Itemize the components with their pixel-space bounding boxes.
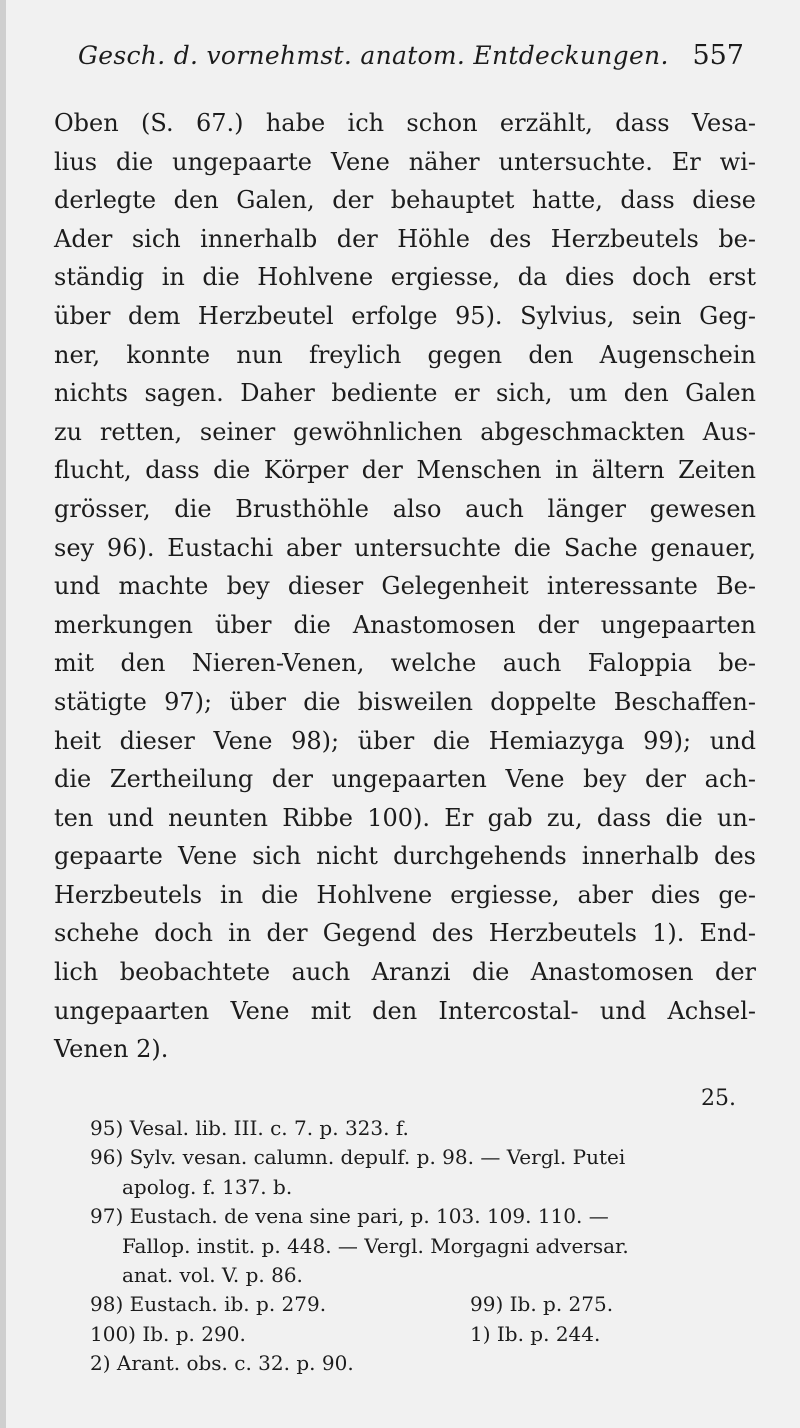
footnote-95: 95) Vesal. lib. III. c. 7. p. 323. f.: [90, 1116, 409, 1140]
text-line: und machte bey dieser Gelegenheit interessante Be-: [54, 572, 756, 601]
text-line: zu retten, seiner gewöhnlichen abgeschmackten Aus-: [54, 417, 756, 446]
text-line: ten und neunten Ribbe 100). Er gab zu, dass die un-: [54, 803, 756, 832]
catchword: 25.: [701, 1086, 736, 1111]
page-number: 557: [692, 40, 744, 71]
text-line: über dem Herzbeutel erfolge 95). Sylvius, sein Geg-: [54, 301, 756, 330]
text-line: lius die ungepaarte Vene näher untersuchte. Er wi-: [54, 147, 756, 176]
text-line: flucht, dass die Körper der Menschen in ältern Zeiten: [54, 456, 756, 485]
text-line: ner, konnte nun freylich gegen den Augenschein: [54, 340, 756, 369]
text-line: Ader sich innerhalb der Höhle des Herzbeutels be-: [54, 224, 756, 253]
text-line: lich beobachtete auch Aranzi die Anastomosen der: [54, 958, 756, 987]
text-line: derlegte den Galen, der behauptet hatte, dass diese: [54, 186, 756, 215]
footnote-99: 99) Ib. p. 275.: [470, 1292, 614, 1317]
footnote-100: 100) Ib. p. 290.: [90, 1321, 246, 1346]
running-header: [78, 40, 744, 80]
footnote-96-cont: apolog. f. 137. b.: [122, 1174, 293, 1199]
text-line: nichts sagen. Daher bediente er sich, um den Galen: [54, 379, 756, 408]
footnote-pair: [90, 1290, 766, 1319]
text-line: ständig in die Hohlvene ergiesse, da dies doch erst: [54, 263, 756, 292]
footnote-98: 98) Eustach. ib. p. 279.: [90, 1292, 327, 1317]
footnote-97-cont: anat. vol. V. p. 86.: [122, 1263, 303, 1288]
text-line: Oben (S. 67.) habe ich schon erzählt, dass Vesa-: [54, 109, 756, 137]
text-line: stätigte 97); über die bisweilen doppelte Beschaffen-: [54, 687, 756, 716]
text-line: die Zertheilung der ungepaarten Vene bey der ach-: [54, 765, 756, 794]
text-line: schehe doch in der Gegend des Herzbeutels 1). End-: [54, 919, 756, 948]
text-line: Herzbeutels in die Hohlvene ergiesse, aber dies ge-: [54, 880, 756, 909]
footnote-97-cont: Fallop. instit. p. 448. — Vergl. Morgagni adversar.: [122, 1233, 629, 1258]
footnote-1: 1) Ib. p. 244.: [470, 1321, 601, 1346]
running-title: Gesch. d. vornehmst. anatom. Entdeckungen.: [78, 41, 669, 70]
text-line: sey 96). Eustachi aber untersuchte die Sache genauer,: [54, 533, 756, 562]
body-text: [54, 104, 756, 1069]
footnote-pair: [90, 1320, 766, 1349]
text-line: grösser, die Brusthöhle also auch länger gewesen: [54, 494, 756, 523]
footnote-96: 96) Sylv. vesan. calumn. depulf. p. 98. — Vergl. Putei: [90, 1145, 626, 1170]
text-line: ungepaarten Vene mit den Intercostal- und Achsel-: [54, 996, 756, 1025]
text-line: mit den Nieren-Venen, welche auch Faloppia be-: [54, 649, 756, 678]
text-line: heit dieser Vene 98); über die Hemiazyga 99); und: [54, 726, 756, 755]
text-line: Venen 2).: [54, 1035, 169, 1064]
footnote-97: 97) Eustach. de vena sine pari, p. 103. 109. 110. —: [90, 1204, 609, 1229]
text-line: gepaarte Vene sich nicht durchgehends innerhalb des: [54, 842, 756, 871]
footnotes: [90, 1114, 766, 1379]
footnote-2: 2) Arant. obs. c. 32. p. 90.: [90, 1351, 354, 1376]
text-line: merkungen über die Anastomosen der ungepaarten: [54, 610, 756, 639]
